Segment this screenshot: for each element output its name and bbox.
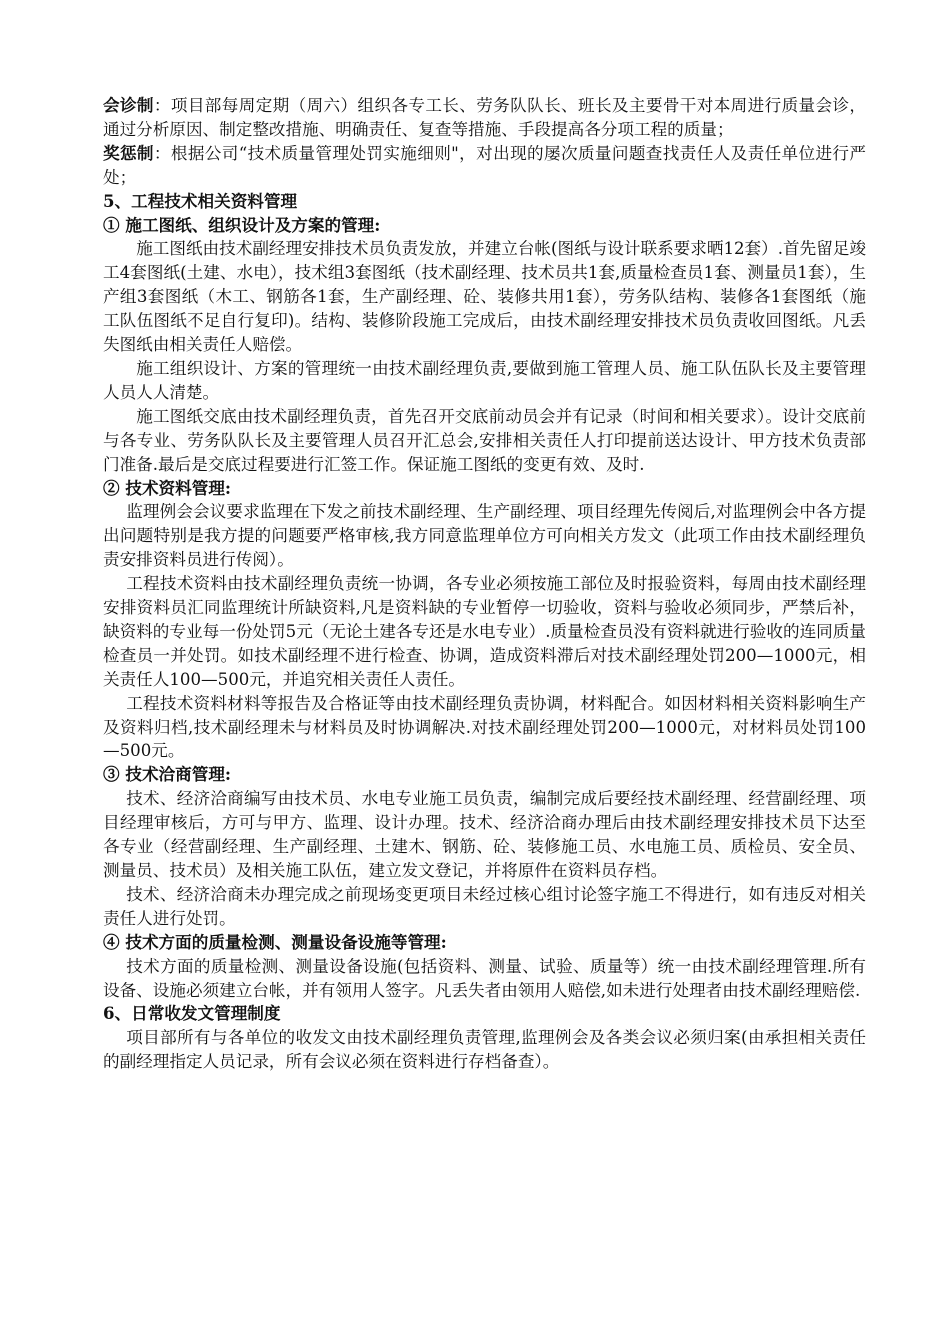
paragraph-text: ：根据公司“技术质量管理处罚实施细则"，对出现的屡次质量问题查找责任人及责任单位进行严处； <box>103 143 866 187</box>
subsection-1-paragraph: 施工图纸由技术副经理安排技术员负责发放，并建立台帐(图纸与设计联系要求晒12套）.首先留足竣工4套图纸(土建、水电），技术组3套图纸（技术副经理、技术员共1套,质量检查员1套、测量员1套），生产组3套图纸（木工、钢筋各1套，生产副经理、砼、装修共用1套），劳务队结构、装修各1套图纸（施工队伍图纸不足自行复印)。结构、装修阶段施工完成后，由技术副经理安排技术员负责收回图纸。凡丢失图纸由相关责任人赔偿。 <box>103 239 866 355</box>
section-5-heading: 5、工程技术相关资料管理 <box>103 190 298 211</box>
subsection-2-paragraph: 工程技术资料由技术副经理负责统一协调，各专业必须按施工部位及时报验资料，每周由技术副经理安排资料员汇同监理统计所缺资料,凡是资料缺的专业暂停一切验收，资料与验收必须同步，严禁后补，缺资料的专业每一份处罚5元（无论土建各专还是水电专业）.质量检查员没有资料就进行验收的连同质量检查员一并处罚。如技术副经理不进行检查、协调，造成资料滞后对技术副经理处罚200—1000元，相关责任人100—500元，并追究相关责任人责任。 <box>103 574 866 689</box>
subsection-4-heading: ④ 技术方面的质量检测、测量设备设施等管理: <box>103 931 447 952</box>
paragraph-text: ：项目部每周定期（周六）组织各专工长、劳务队队长、班长及主要骨干对本周进行质量会诊，通过分析原因、制定整改措施、明确责任、复查等措施、手段提高各分项工程的质量； <box>103 96 867 139</box>
subsection-1-paragraph: 施工图纸交底由技术副经理负责，首先召开交底前动员会并有记录（时间和相关要求）。设计交底前与各专业、劳务队队长及主要管理人员召开汇总会,安排相关责任人打印提前送达设计、甲方技术负责部门准备.最后是交底过程要进行汇签工作。保证施工图纸的变更有效、及时. <box>103 406 866 474</box>
subsection-2-paragraph: 监理例会会议要求监理在下发之前技术副经理、生产副经理、项目经理先传阅后,对监理例会中各方提出问题特别是我方提的问题要严格审核,我方同意监理单位方可向相关方发文（此项工作由技术副经理负责安排资料员进行传阅）。 <box>103 502 866 570</box>
section-6-heading: 6、日常收发文管理制度 <box>103 1003 281 1024</box>
lead-term: 奖惩制 <box>103 142 154 163</box>
subsection-3-paragraph: 技术、经济洽商未办理完成之前现场变更项目未经过核心组讨论签字施工不得进行，如有违反对相关责任人进行处罚。 <box>103 884 866 928</box>
paragraph-consultation-system <box>103 94 866 142</box>
subsection-3-paragraph: 技术、经济洽商编写由技术员、水电专业施工员负责，编制完成后要经技术副经理、经营副经理、项目经理审核后，方可与甲方、监理、设计办理。技术、经济洽商办理后由技术副经理安排技术员下达至各专业（经营副经理、生产副经理、土建木、钢筋、砼、装修施工员、水电施工员、质检员、安全员、测量员、技术员）及相关施工队伍，建立发文登记，并将原件在资料员存档。 <box>103 789 866 880</box>
subsection-2-paragraph: 工程技术资料材料等报告及合格证等由技术副经理负责协调，材料配合。如因材料相关资料影响生产及资料归档,技术副经理未与材料员及时协调解决.对技术副经理处罚200—1000元，对材料员处罚100—500元。 <box>103 693 866 761</box>
subsection-3-heading: ③ 技术洽商管理: <box>103 764 232 785</box>
subsection-2-heading: ② 技术资料管理: <box>103 477 232 498</box>
section-6-paragraph: 项目部所有与各单位的收发文由技术副经理负责管理,监理例会及各类会议必须归案(由承担相关责任的副经理指定人员记录，所有会议必须在资料进行存档备查）。 <box>103 1028 866 1072</box>
subsection-4-paragraph: 技术方面的质量检测、测量设备设施(包括资料、测量、试验、质量等）统一由技术副经理管理.所有设备、设施必须建立台帐，并有领用人签字。凡丢失者由领用人赔偿,如未进行处理者由技术副经理赔偿. <box>103 956 866 1000</box>
document-body <box>103 94 866 1074</box>
paragraph-reward-penalty-system <box>103 142 866 190</box>
subsection-1-paragraph: 施工组织设计、方案的管理统一由技术副经理负责,要做到施工管理人员、施工队伍队长及主要管理人员人人清楚。 <box>103 358 866 402</box>
subsection-1-heading: ① 施工图纸、组织设计及方案的管理: <box>103 214 381 235</box>
lead-term: 会诊制 <box>103 95 154 115</box>
